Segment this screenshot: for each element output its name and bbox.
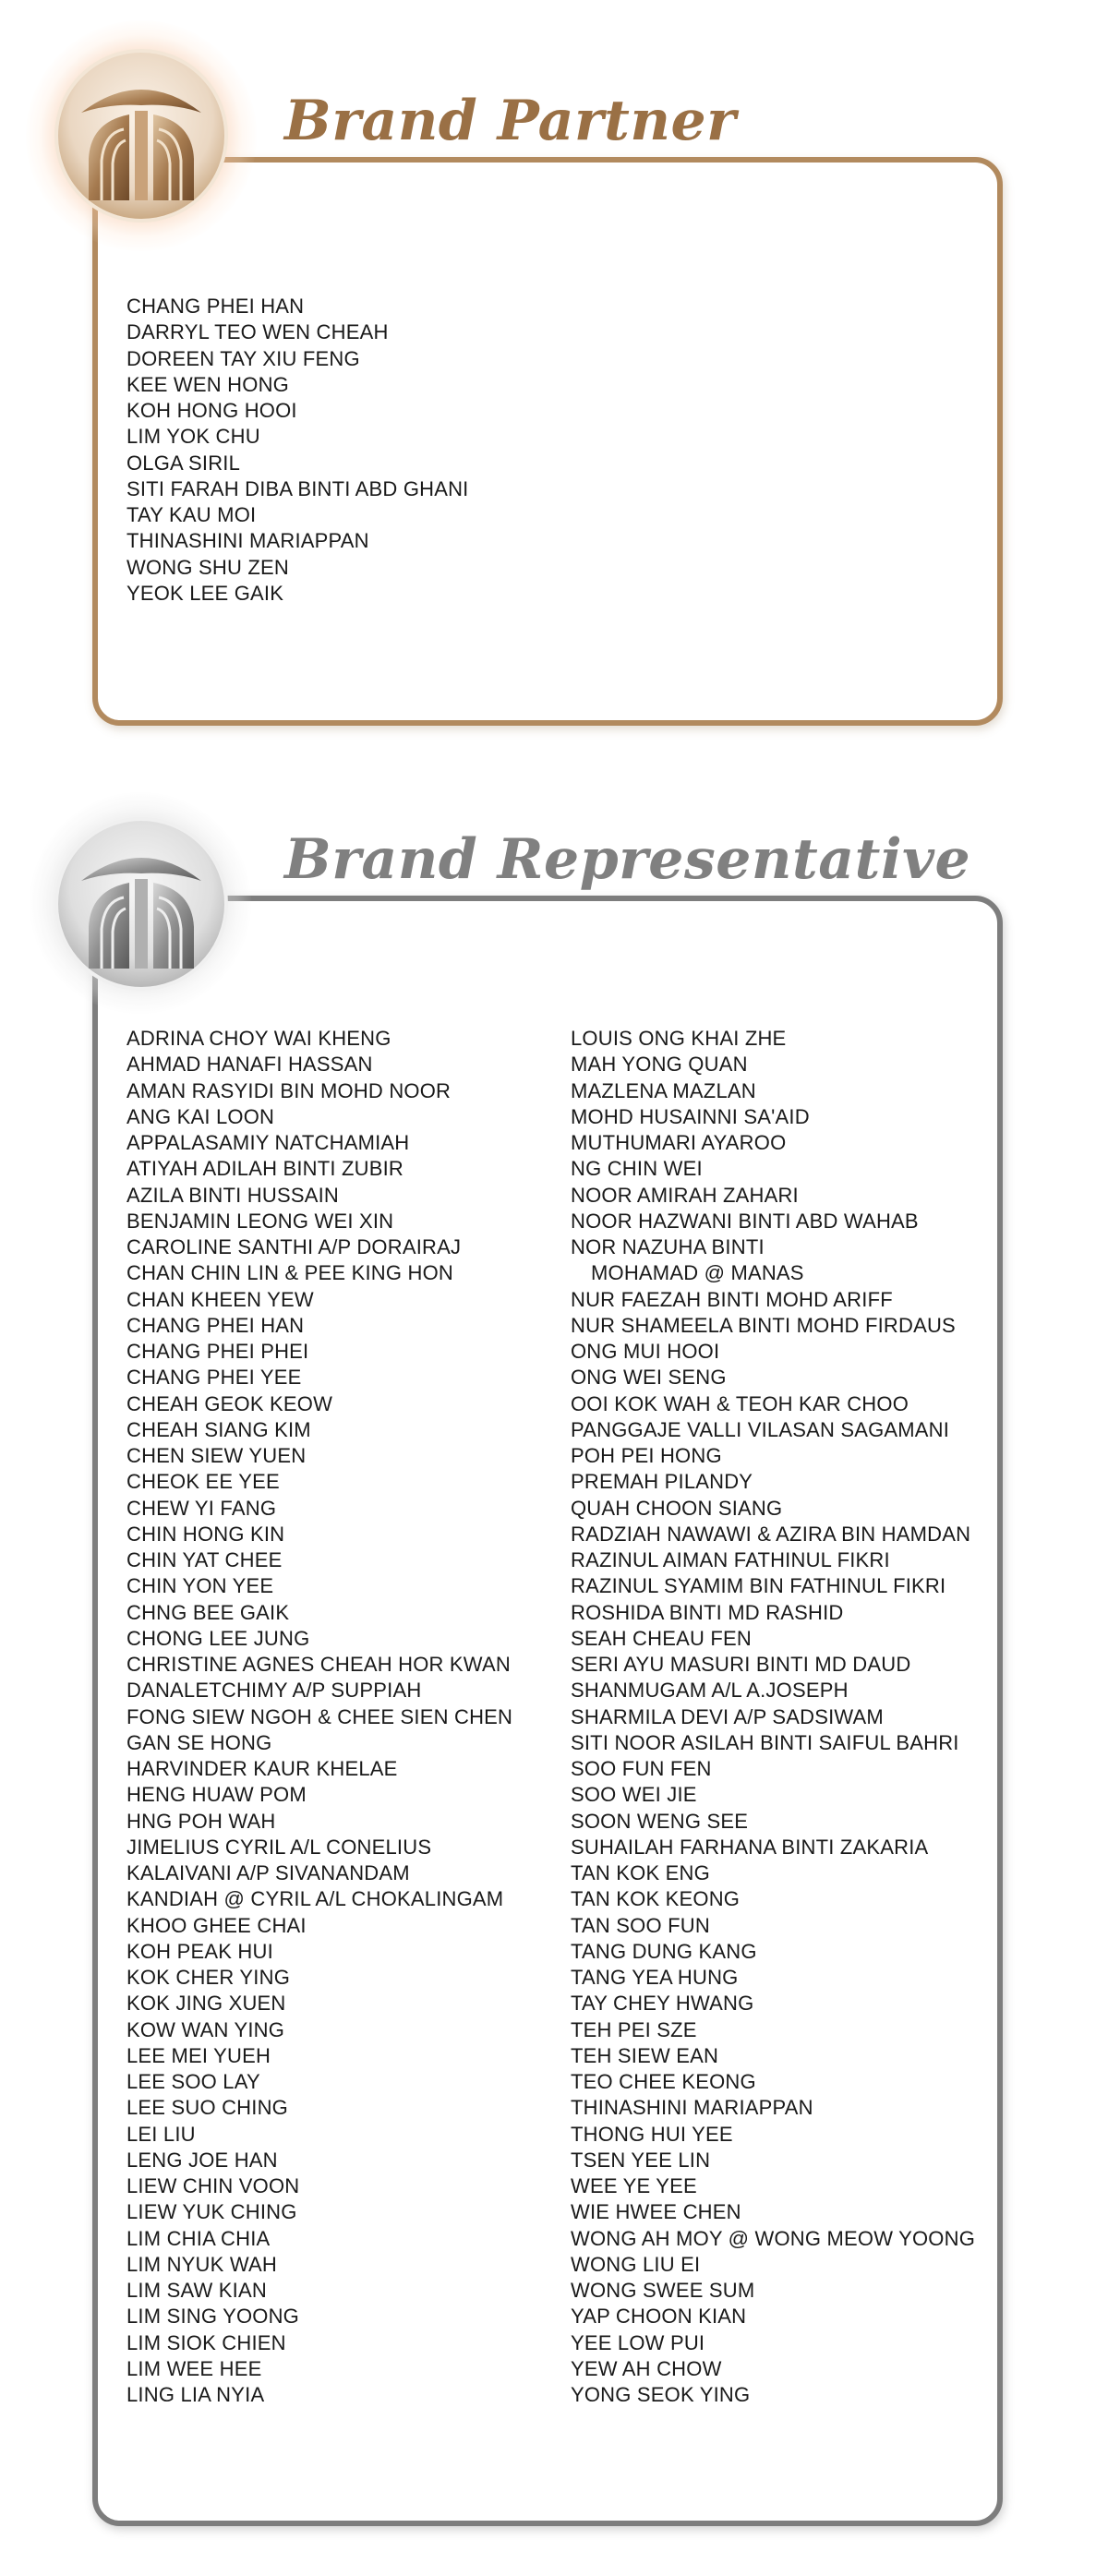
name-list-item: TAN SOO FUN <box>571 1913 710 1937</box>
name-list-item: ANG KAI LOON <box>126 1104 275 1128</box>
name-list-item: KEE WEN HONG <box>126 372 289 396</box>
name-list-item: CHANG PHEI PHEI <box>126 1340 309 1363</box>
name-list-item: CHAN CHIN LIN & PEE KING HON <box>126 1261 453 1285</box>
name-list-item: LIM NYUK WAH <box>126 2252 277 2276</box>
name-list-item: MUTHUMARI AYAROO <box>571 1131 787 1154</box>
name-list-item: SOON WENG SEE <box>571 1809 749 1833</box>
name-list-item: CHANG PHEI HAN <box>126 295 305 318</box>
brand-representative-column-2 <box>571 1026 975 2408</box>
name-list-item: MOHAMAD @ MANAS <box>591 1261 804 1285</box>
name-list-item: KHOO GHEE CHAI <box>126 1913 307 1937</box>
name-list-item: LIM YOK CHU <box>126 425 260 449</box>
name-list-item: YEE LOW PUI <box>571 2330 705 2354</box>
name-list-item: CHEW YI FANG <box>126 1496 277 1520</box>
name-list-item: NG CHIN WEI <box>571 1157 703 1181</box>
name-list-item: KALAIVANI A/P SIVANANDAM <box>126 1861 410 1884</box>
name-list-item: KANDIAH @ CYRIL A/L CHOKALINGAM <box>126 1887 504 1911</box>
name-list-item: KOH HONG HOOI <box>126 399 297 422</box>
name-list-item: CHONG LEE JUNG <box>126 1626 310 1650</box>
name-list-item: SUHAILAH FARHANA BINTI ZAKARIA <box>571 1835 929 1859</box>
name-list-item: LIEW YUK CHING <box>126 2200 297 2224</box>
name-list-item: LIM SING YOONG <box>126 2305 299 2329</box>
name-list-item: LIM WEE HEE <box>126 2356 262 2380</box>
name-list-item: ROSHIDA BINTI MD RASHID <box>571 1600 844 1624</box>
name-list-item: LIM SAW KIAN <box>126 2279 267 2302</box>
name-list-item: RAZINUL SYAMIM BIN FATHINUL FIKRI <box>571 1574 946 1598</box>
name-list-item: KOW WAN YING <box>126 2017 285 2041</box>
name-list-item: TAY KAU MOI <box>126 503 257 526</box>
name-list-item: SITI FARAH DIBA BINTI ABD GHANI <box>126 476 469 500</box>
name-list-item: WONG LIU EI <box>571 2252 701 2276</box>
name-list-item: HARVINDER KAUR KHELAE <box>126 1757 398 1780</box>
name-list-item: CHIN YON YEE <box>126 1574 274 1598</box>
name-list-item: SOO WEI JIE <box>571 1783 697 1807</box>
name-list-item: YAP CHOON KIAN <box>571 2305 747 2329</box>
name-list-item: HENG HUAW POM <box>126 1783 307 1807</box>
name-list-item: ADRINA CHOY WAI KHENG <box>126 1027 391 1050</box>
name-list-item: YEW AH CHOW <box>571 2356 722 2380</box>
name-list-item: SITI NOOR ASILAH BINTI SAIFUL BAHRI <box>571 1730 959 1754</box>
brand-representative-column-1 <box>126 1026 512 2408</box>
name-list-item: OLGA SIRIL <box>126 451 241 475</box>
brand-partner-section <box>0 0 1108 739</box>
name-list-item: THONG HUI YEE <box>571 2122 733 2146</box>
name-list-item: YEOK LEE GAIK <box>126 581 284 605</box>
brand-representative-section <box>0 776 1108 2576</box>
name-list-item: NUR FAEZAH BINTI MOHD ARIFF <box>571 1287 893 1311</box>
name-list-item: WONG SHU ZEN <box>126 555 289 579</box>
name-list-item: PANGGAJE VALLI VILASAN SAGAMANI <box>571 1417 950 1441</box>
name-list-item: MAZLENA MAZLAN <box>571 1078 756 1102</box>
name-list-item: TAN KOK ENG <box>571 1861 710 1884</box>
name-list-item: LIM CHIA CHIA <box>126 2226 271 2250</box>
name-list-item: CHEAH SIANG KIM <box>126 1417 311 1441</box>
name-list-item: CHNG BEE GAIK <box>126 1600 290 1624</box>
name-list-item: TEH PEI SZE <box>571 2017 697 2041</box>
name-list-item: WEE YE YEE <box>571 2174 697 2197</box>
name-list-item: JIMELIUS CYRIL A/L CONELIUS <box>126 1835 432 1859</box>
name-list-item: ATIYAH ADILAH BINTI ZUBIR <box>126 1157 404 1181</box>
name-list-item: RADZIAH NAWAWI & AZIRA BIN HAMDAN <box>571 1522 971 1546</box>
name-list-item: NOR NAZUHA BINTI <box>571 1235 765 1258</box>
name-list-item: TSEN YEE LIN <box>571 2148 711 2172</box>
name-list-item: LING LIA NYIA <box>126 2383 265 2406</box>
brand-representative-title: Brand Representative <box>284 827 971 892</box>
name-list-item: CHIN HONG KIN <box>126 1522 285 1546</box>
name-list-item: SEAH CHEAU FEN <box>571 1626 752 1650</box>
name-list-item: AZILA BINTI HUSSAIN <box>126 1183 339 1207</box>
name-list-item: LEE MEI YUEH <box>126 2043 271 2067</box>
name-list-item: SHARMILA DEVI A/P SADSIWAM <box>571 1704 884 1728</box>
name-list-item: SERI AYU MASURI BINTI MD DAUD <box>571 1653 911 1676</box>
name-list-item: ONG MUI HOOI <box>571 1340 720 1363</box>
name-list-item: THINASHINI MARIAPPAN <box>571 2096 813 2120</box>
name-list-item: TANG DUNG KANG <box>571 1939 757 1963</box>
name-list-item: LIEW CHIN VOON <box>126 2174 300 2197</box>
name-list-item: NOOR HAZWANI BINTI ABD WAHAB <box>571 1209 919 1233</box>
name-list-item: DANALETCHIMY A/P SUPPIAH <box>126 1679 422 1703</box>
name-list-item: KOK CHER YING <box>126 1966 291 1989</box>
name-list-item: LEE SUO CHING <box>126 2096 288 2120</box>
name-list-item: FONG SIEW NGOH & CHEE SIEN CHEN <box>126 1704 513 1728</box>
name-list-item: TEO CHEE KEONG <box>571 2070 756 2093</box>
name-list-item: OOI KOK WAH & TEOH KAR CHOO <box>571 1391 909 1415</box>
name-list-item: KOH PEAK HUI <box>126 1939 273 1963</box>
name-list-item: RAZINUL AIMAN FATHINUL FIKRI <box>571 1548 890 1571</box>
name-list-item: MAH YONG QUAN <box>571 1053 748 1077</box>
name-list-item: CHRISTINE AGNES CHEAH HOR KWAN <box>126 1653 511 1676</box>
name-list-item: QUAH CHOON SIANG <box>571 1496 783 1520</box>
name-list-item: BENJAMIN LEONG WEI XIN <box>126 1209 394 1233</box>
name-list-item: THINASHINI MARIAPPAN <box>126 529 369 553</box>
name-list-item: DARRYL TEO WEN CHEAH <box>126 320 389 344</box>
name-list-item: LEI LIU <box>126 2122 196 2146</box>
name-list-item: POH PEI HONG <box>571 1444 722 1467</box>
brand-partner-name-list <box>126 294 469 607</box>
name-list-item: CHEOK EE YEE <box>126 1470 280 1494</box>
name-list-item: SOO FUN FEN <box>571 1757 712 1780</box>
name-list-item: SHANMUGAM A/L A.JOSEPH <box>571 1679 849 1703</box>
name-list-item: APPALASAMIY NATCHAMIAH <box>126 1131 410 1154</box>
name-list-item: HNG POH WAH <box>126 1809 276 1833</box>
gold-emblem-icon <box>54 48 229 223</box>
name-list-item: LENG JOE HAN <box>126 2148 278 2172</box>
name-list-item: CHEAH GEOK KEOW <box>126 1391 333 1415</box>
name-list-item: TAY CHEY HWANG <box>571 1992 754 2016</box>
name-list-item: LIM SIOK CHIEN <box>126 2330 286 2354</box>
name-list-item: TEH SIEW EAN <box>571 2043 719 2067</box>
name-list-item: CAROLINE SANTHI A/P DORAIRAJ <box>126 1235 462 1258</box>
name-list-item: GAN SE HONG <box>126 1730 272 1754</box>
name-list-item: CHIN YAT CHEE <box>126 1548 283 1571</box>
name-list-item: LOUIS ONG KHAI ZHE <box>571 1027 787 1050</box>
name-list-item: PREMAH PILANDY <box>571 1470 753 1494</box>
name-list-item: WONG AH MOY @ WONG MEOW YOONG <box>571 2226 976 2250</box>
name-list-item: WIE HWEE CHEN <box>571 2200 741 2224</box>
silver-emblem-icon <box>54 816 229 992</box>
name-list-item: LEE SOO LAY <box>126 2070 260 2093</box>
name-list-item: CHAN KHEEN YEW <box>126 1287 314 1311</box>
name-list-item: ONG WEI SENG <box>571 1366 727 1390</box>
name-list-item: CHANG PHEI YEE <box>126 1366 302 1390</box>
name-list-item: MOHD HUSAINNI SA'AID <box>571 1104 810 1128</box>
name-list-item: NUR SHAMEELA BINTI MOHD FIRDAUS <box>571 1313 956 1337</box>
name-list-item: YONG SEOK YING <box>571 2383 751 2406</box>
name-list-item: CHANG PHEI HAN <box>126 1313 305 1337</box>
name-list-item: NOOR AMIRAH ZAHARI <box>571 1183 799 1207</box>
name-list-item: KOK JING XUEN <box>126 1992 286 2016</box>
name-list-item: CHEN SIEW YUEN <box>126 1444 307 1467</box>
name-list-item: TANG YEA HUNG <box>571 1966 739 1989</box>
name-list-item: WONG SWEE SUM <box>571 2279 755 2302</box>
name-list-item: DOREEN TAY XIU FENG <box>126 346 360 370</box>
brand-partner-title: Brand Partner <box>284 89 737 153</box>
name-list-item: AMAN RASYIDI BIN MOHD NOOR <box>126 1078 452 1102</box>
name-list-item: AHMAD HANAFI HASSAN <box>126 1053 373 1077</box>
name-list-item: TAN KOK KEONG <box>571 1887 741 1911</box>
